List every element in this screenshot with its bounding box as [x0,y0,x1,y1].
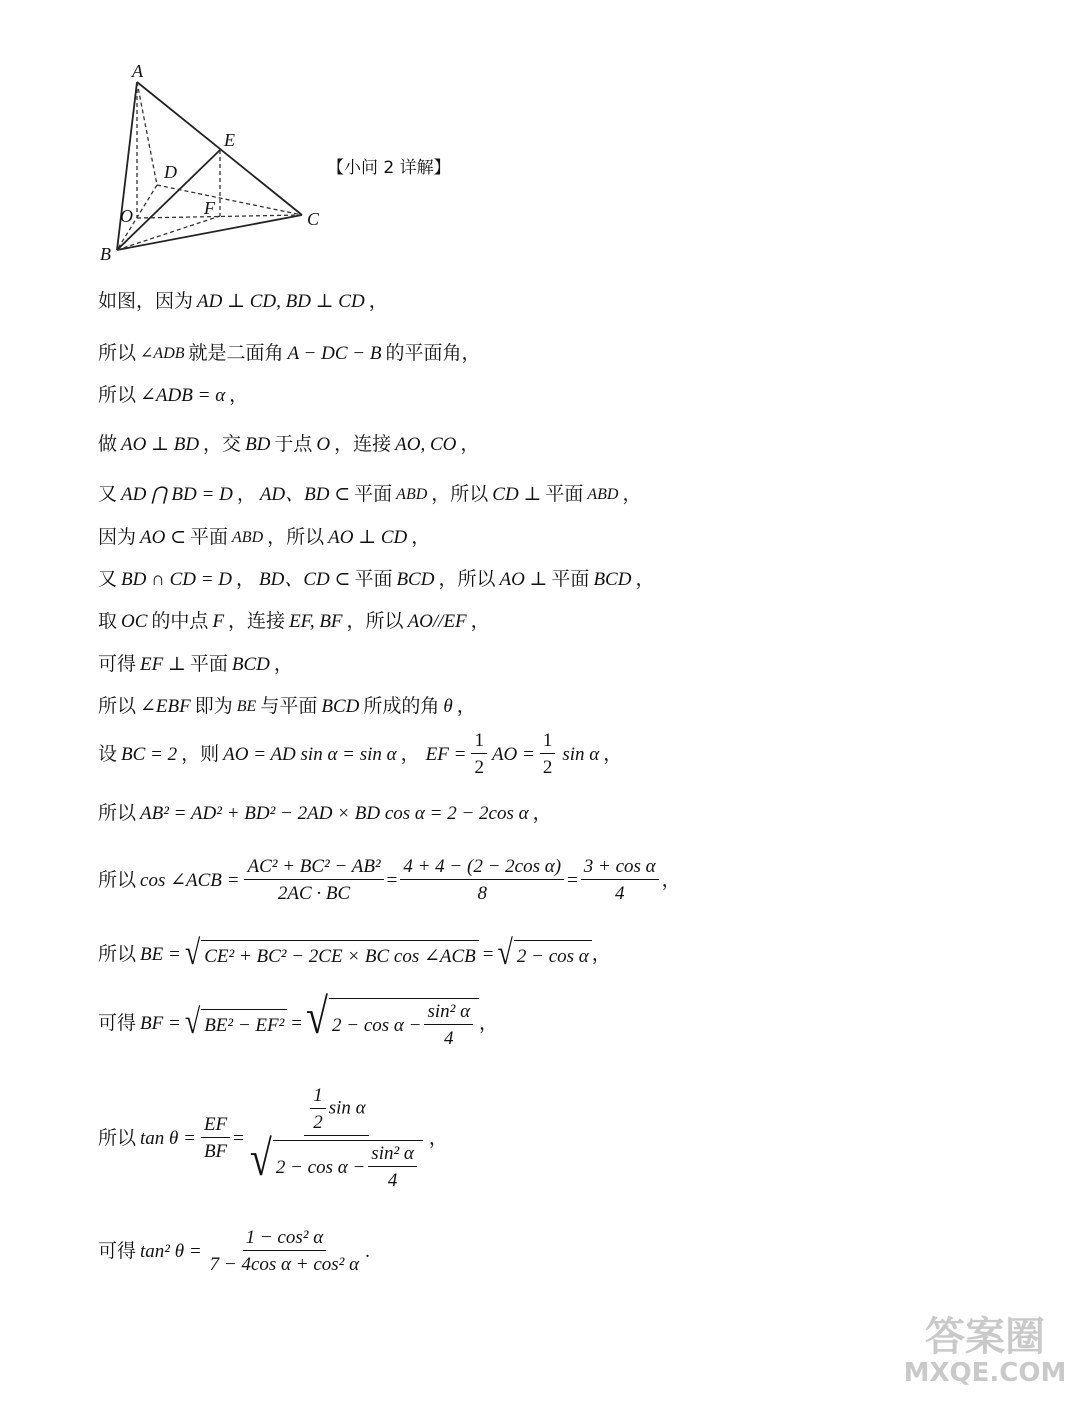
label-D: D [164,162,177,182]
section-title: 【小问 2 详解】 [327,158,451,178]
fraction-result: $\frac{\text{3 + cos α}}{4}$ [581,857,659,903]
line-3: 所以 ∠ADB = α ， [98,385,249,406]
fraction-ef-bf: $\frac{EF}{BF}$ [201,1115,230,1161]
fraction-one-half: $\frac{1}{2}$ [471,731,487,777]
label-E: E [224,130,235,150]
line-8: 取 OC 的中点 F ，连接 EF, BF ，所以 AO//EF ， [98,611,490,632]
fraction-tan-squared: $\frac{\text{1 − cos² α}}{\text{7 − 4cos α + cos² α}}$ [209,1227,360,1275]
label-A: A [132,61,143,81]
square-root: √ BE² − EF² [185,1009,288,1037]
line-1: 如图，因为 AD ⊥ CD, BD ⊥ CD ， [98,291,388,312]
fraction-law-of-cosines: $\frac{\text{AC² + BC² − AB²}}{2AC \cdot BC}$ [244,857,383,903]
square-root-large: √ 2 − cos α − $\frac{\text{sin² α}}{4}$ [306,998,479,1048]
line-10: 所以 ∠EBF 即为 BE 与平面 BCD 所成的角 θ ， [98,696,476,717]
line-5: 又 AD ⋂ BD = D ， AD、BD ⊂ 平面 ABD ，所以 CD ⊥ 平面 ABD ， [98,484,642,505]
line-11: 设 BC = 2 ，则 AO = AD sin α = sin α ， EF = $\frac{1}{2}$ AO = $\frac{1}{2}$ sin α ， [98,730,623,778]
line-9: 可得 EF ⊥ 平面 BCD ， [98,654,293,675]
square-root: √ 2 − cos α [498,940,592,968]
fraction-tan-value: $\frac{1}{2}$ sin α √ 2 − cos α − $\frac{\text{sin² α}}{4}$ [247,1086,426,1190]
tetrahedron-figure [92,58,342,268]
label-O: O [120,206,133,226]
label-B: B [100,244,111,264]
line-13: 所以 cos ∠ACB = $\frac{\text{AC² + BC² − AB²}}{2AC \cdot BC}$ = $\frac{\text{4 + 4 − (2 − 2cos α)}}{8}$ = $\frac{\text{3 + cos α}}{4}$ ， [98,856,681,904]
watermark [900,1315,1070,1388]
line-16: 所以 tan θ = $\frac{EF}{BF}$ = $\frac{1}{2}$ sin α √ 2 − cos α − $\frac{\text{sin² α}}{4}$ ， [98,1085,448,1191]
square-root: √ CE² + BC² − 2CE × BC cos ∠ACB [185,940,479,968]
line-4: 做 AO ⊥ BD ，交 BD 于点 O ，连接 AO, CO ， [98,434,480,455]
watermark-url: MXQE.COM [903,1358,1067,1388]
label-F: F [204,198,215,218]
line-7: 又 BD ∩ CD = D ， BD、CD ⊂ 平面 BCD ，所以 AO ⊥ 平面 BCD ， [98,569,655,590]
label-C: C [307,209,320,229]
line-6: 因为 AO ⊂ 平面 ABD ，所以 AO ⊥ CD ， [98,527,431,548]
watermark-logo-text: 答案圈 [925,1314,1045,1360]
line-2: 所以 ∠ADB 就是二面角 A − DC − B 的平面角， [98,343,481,364]
line-14: 所以 BE = √ CE² + BC² − 2CE × BC cos ∠ACB = √ 2 − cos α ， [98,934,611,973]
line-12: 所以 AB² = AD² + BD² − 2AD × BD cos α = 2 − 2cos α ， [98,803,552,824]
fraction-one-half: $\frac{1}{2}$ [540,731,556,777]
line-17: 可得 tan² θ = $\frac{\text{1 − cos² α}}{\text{7 − 4cos α + cos² α}}$ . [98,1227,370,1275]
fraction-substituted: $\frac{\text{4 + 4 − (2 − 2cos α)}}{8}$ [400,857,564,903]
line-15: 可得 BF = √ BE² − EF² = √ 2 − cos α − $\frac{\text{sin² α}}{4}$ ， [98,988,499,1049]
